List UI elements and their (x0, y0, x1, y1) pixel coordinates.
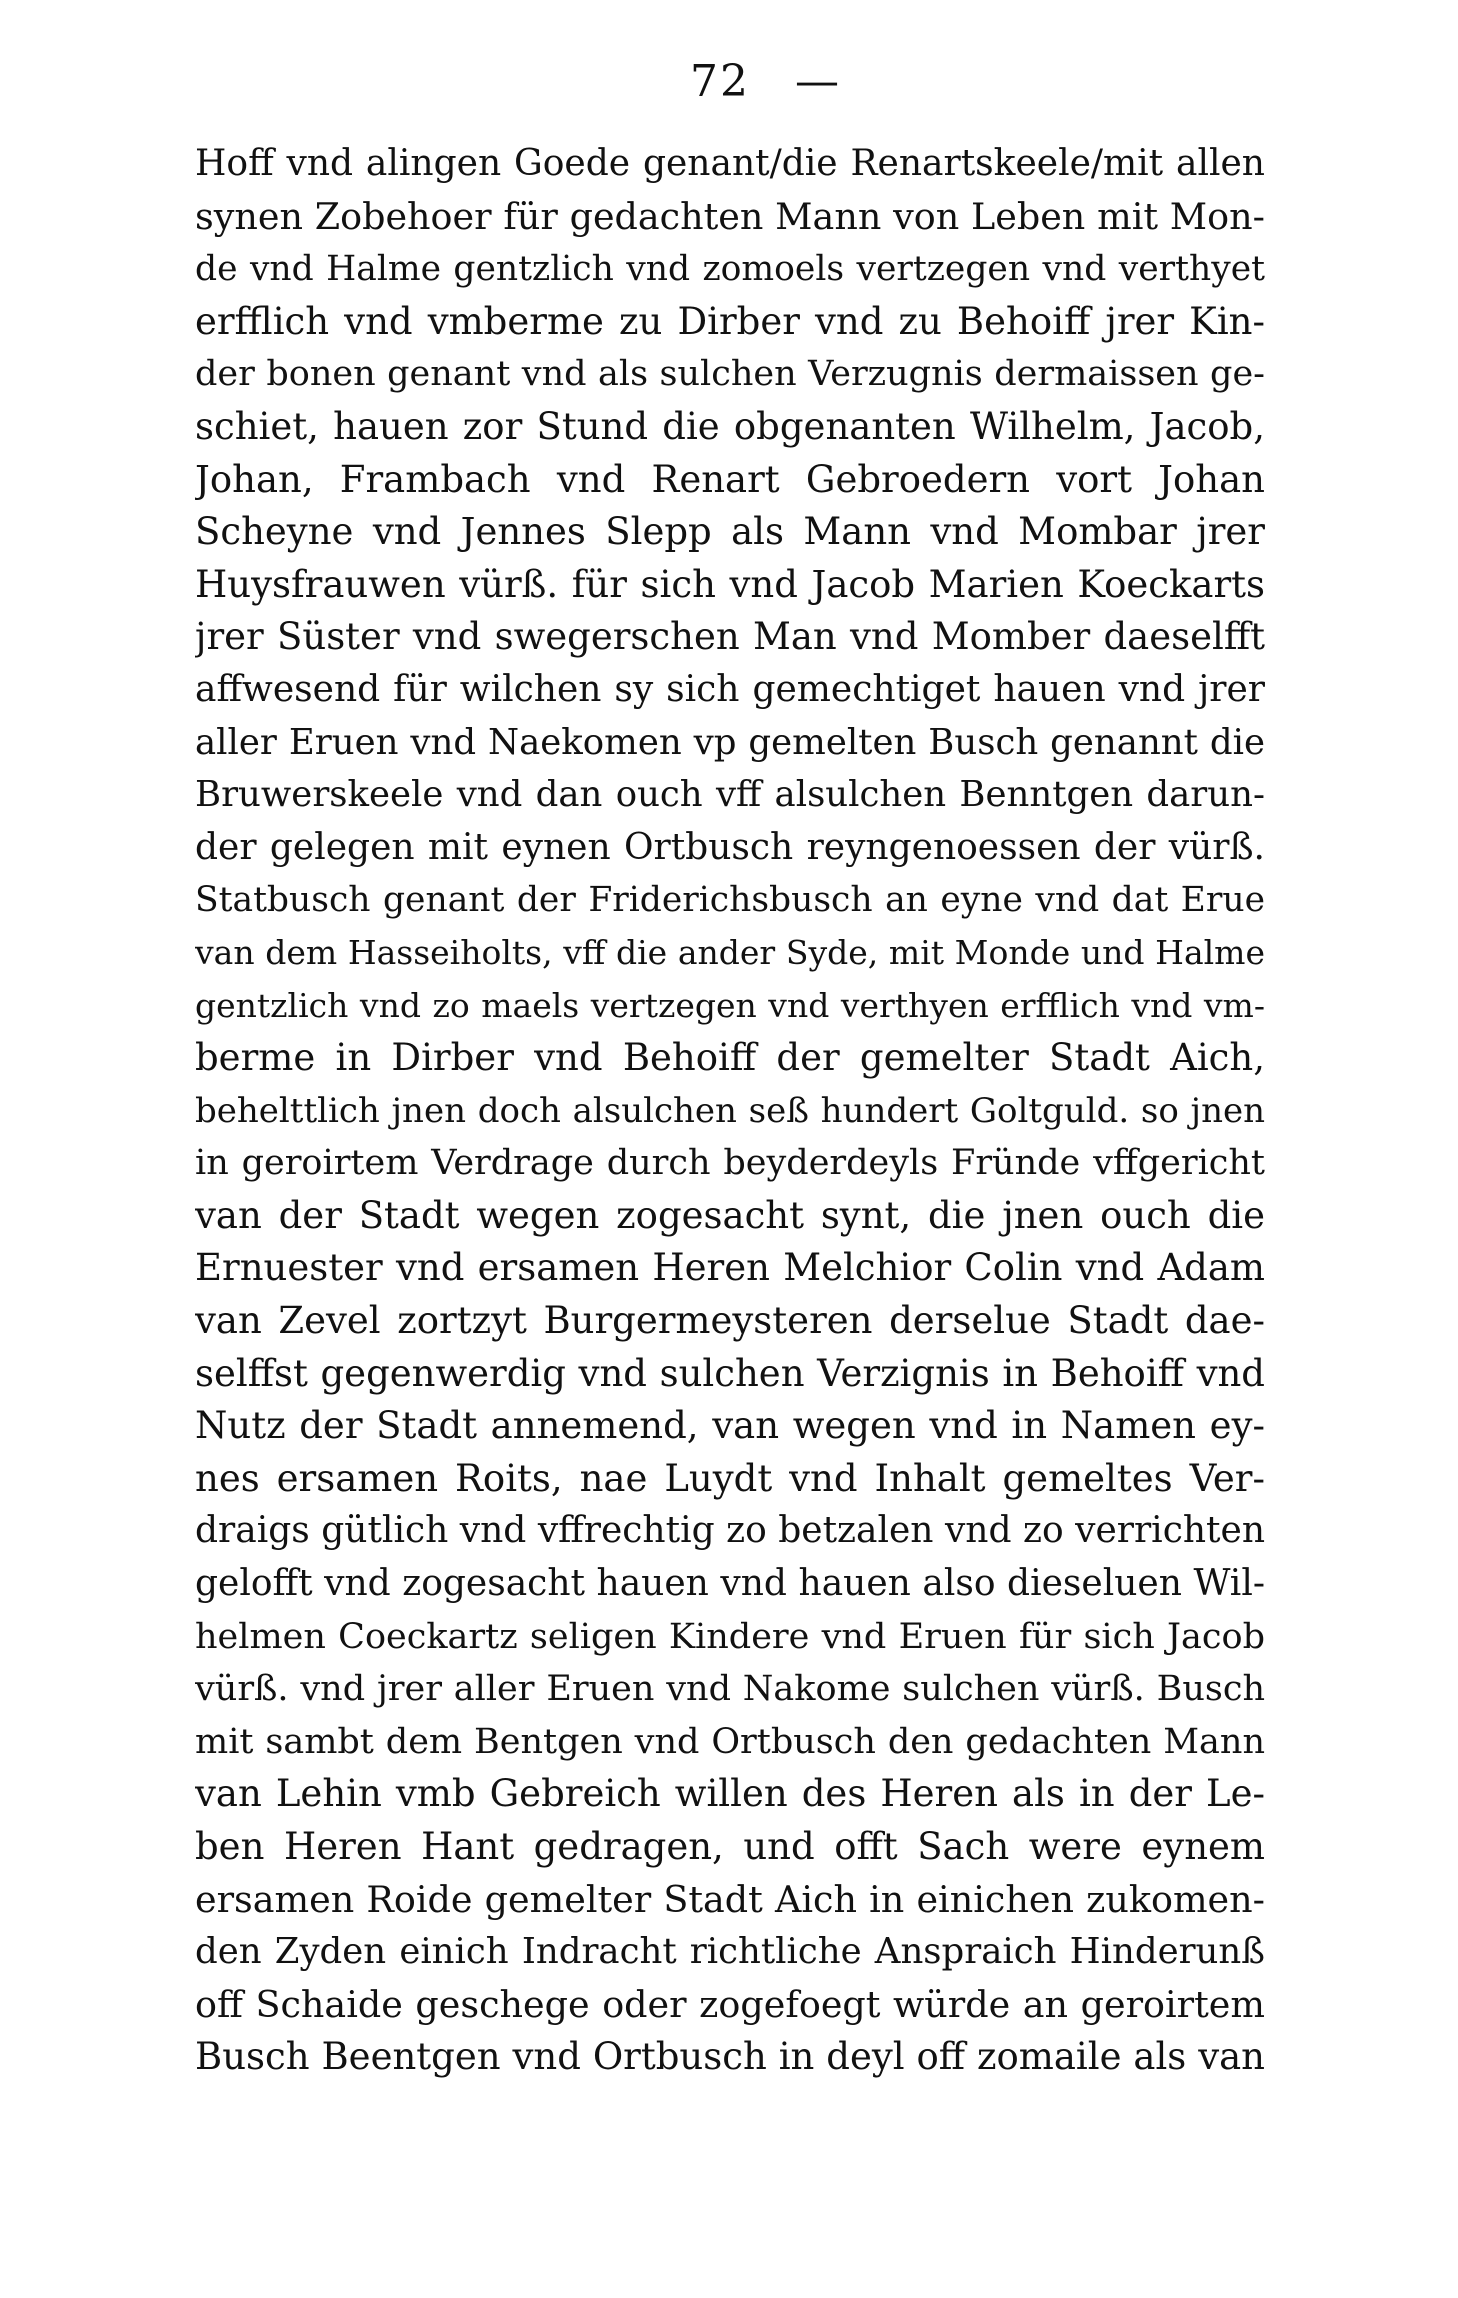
page-header (0, 52, 1458, 112)
text-line: der gelegen mit eynen Ortbusch reyngenoessen der vürß. (195, 826, 1265, 868)
text-line: gelofft vnd zogesacht hauen vnd hauen also dieseluen Wil- (195, 1563, 1265, 1605)
text-line: ben Heren Hant gedragen, und offt Sach were eynem (195, 1825, 1265, 1868)
text-line: Statbusch genant der Friderichsbusch an eyne vnd dat Erue (195, 880, 1265, 921)
text-line: gentzlich vnd zo maels vertzegen vnd verthyen erfflich vnd vm- (195, 985, 1265, 1025)
text-line: Scheyne vnd Jennes Slepp als Mann vnd Mombar jrer (195, 510, 1265, 554)
text-line: jrer Süster vnd swegerschen Man vnd Momber daeselfft (195, 615, 1265, 659)
text-line: van Zevel zortzyt Burgermeysteren derselue Stadt dae- (195, 1299, 1265, 1343)
text-line: Ernuester vnd ersamen Heren Melchior Colin vnd Adam (195, 1246, 1265, 1290)
header-dash: — (795, 56, 839, 107)
text-line: Hoff vnd alingen Goede genant/die Renartskeele/mit allen (195, 143, 1265, 184)
text-line: van Lehin vmb Gebreich willen des Heren als in der Le- (195, 1772, 1265, 1816)
text-line: in geroirtem Verdrage durch beyderdeyls Fründe vffgericht (195, 1143, 1265, 1184)
text-line: der bonen genant vnd als sulchen Verzugnis dermaissen ge- (195, 354, 1265, 395)
text-line: erfflich vnd vmberme zu Dirber vnd zu Behoiff jrer Kin- (195, 299, 1265, 343)
text-line: den Zyden einich Indracht richtliche Anspraich Hinderunß (195, 1931, 1265, 1973)
body-text (195, 138, 1265, 2084)
text-line: selffst gegenwerdig vnd sulchen Verzignis in Behoiff vnd (195, 1351, 1265, 1395)
text-line: Nutz der Stadt annemend, van wegen vnd in Namen ey- (195, 1404, 1265, 1448)
text-line: mit sambt dem Bentgen vnd Ortbusch den gedachten Mann (195, 1721, 1265, 1762)
text-line: vürß. vnd jrer aller Eruen vnd Nakome sulchen vürß. Busch (195, 1669, 1265, 1710)
text-line: Busch Beentgen vnd Ortbusch in deyl off zomaile als van (195, 2035, 1265, 2079)
text-line: Bruwerskeele vnd dan ouch vff alsulchen Benntgen darun- (195, 774, 1265, 816)
text-line: Huysfrauwen vürß. für sich vnd Jacob Marien Koeckarts (195, 562, 1265, 606)
text-line: aller Eruen vnd Naekomen vp gemelten Busch genannt die (195, 721, 1265, 763)
text-line: schiet, hauen zor Stund die obgenanten Wilhelm, Jacob, (195, 404, 1265, 448)
text-line: de vnd Halme gentzlich vnd zomoels vertzegen vnd verthyet (195, 249, 1265, 290)
text-line: van dem Hasseiholts, vff die ander Syde, mit Monde und Halme (195, 932, 1265, 972)
text-line: off Schaide geschege oder zogefoegt würde an geroirtem (195, 1982, 1265, 2026)
text-line: synen Zobehoer für gedachten Mann von Leben mit Mon- (195, 194, 1265, 238)
text-line: Johan, Frambach vnd Renart Gebroedern vort Johan (195, 457, 1265, 501)
text-line: van der Stadt wegen zogesacht synt, die jnen ouch die (195, 1193, 1265, 1237)
text-line: berme in Dirber vnd Behoiff der gemelter Stadt Aich, (195, 1036, 1265, 1080)
text-line: nes ersamen Roits, nae Luydt vnd Inhalt gemeltes Ver- (195, 1456, 1265, 1500)
text-line: draigs gütlich vnd vffrechtig zo betzalen vnd zo verrichten (195, 1510, 1265, 1552)
text-line: helmen Coeckartz seligen Kindere vnd Eruen für sich Jacob (195, 1616, 1265, 1657)
text-line: behelttlich jnen doch alsulchen seß hundert Goltguld. so jnen (195, 1090, 1265, 1131)
page-number: 72 (690, 56, 750, 107)
text-line: ersamen Roide gemelter Stadt Aich in einichen zukomen- (195, 1877, 1265, 1921)
text-line: affwesend für wilchen sy sich gemechtiget hauen vnd jrer (195, 668, 1265, 710)
